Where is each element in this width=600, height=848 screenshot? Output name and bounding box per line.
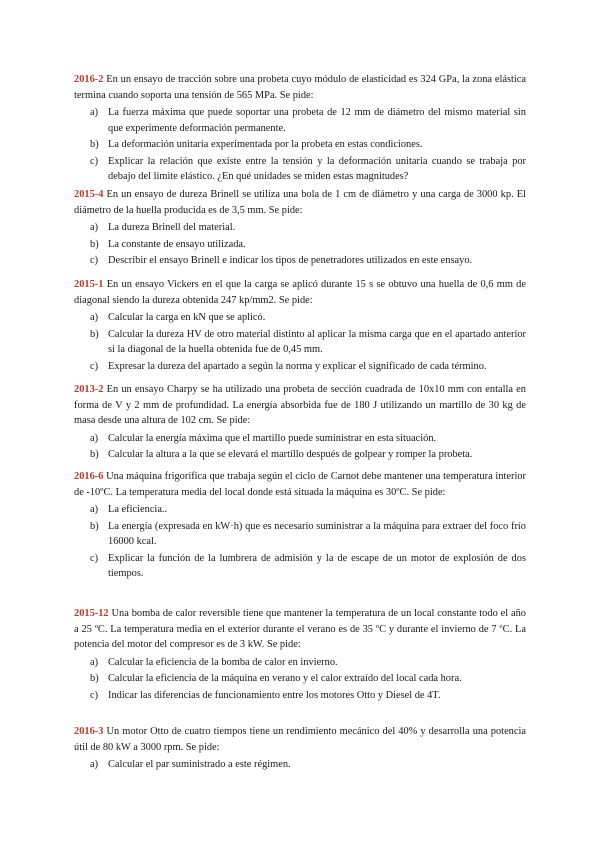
question-item: [74, 327, 526, 358]
question-item: [74, 137, 526, 153]
question-item: [74, 655, 526, 671]
question-list: [74, 310, 526, 374]
question-item: [74, 220, 526, 236]
problem-2016-6: [74, 469, 526, 583]
question-text: Calcular la carga en kN que se aplicó.: [108, 312, 266, 323]
question-list: [74, 105, 526, 185]
question-letter: c): [90, 255, 99, 266]
question-text: La deformación unitaria experimentada por la probeta en estas condiciones.: [108, 139, 423, 150]
question-letter: a): [90, 107, 99, 118]
problem-intro: Una máquina frigorífica que trabaja según el ciclo de Carnot debe mantener una temperatura interior de -10ºC. La temperatura media del local donde está situada la máquina es 30ºC. Se pide:: [74, 471, 526, 498]
problem-2015-12: [74, 606, 526, 704]
question-text: Calcular la energía máxima que el martillo puede suministrar en esta situación.: [108, 432, 437, 444]
question-letter: a): [90, 759, 99, 770]
problem-code: 2016-2: [74, 74, 104, 85]
problem-statement: [74, 187, 526, 218]
question-list: [74, 431, 526, 463]
problem-code: 2016-3: [74, 726, 104, 737]
question-item: [74, 519, 526, 550]
problem-2013-2: [74, 382, 526, 464]
question-text: Calcular la eficiencia de la bomba de calor en invierno.: [108, 656, 338, 668]
question-item: [74, 757, 526, 773]
problem-statement: [74, 469, 526, 500]
question-item: [74, 359, 526, 375]
problem-2016-3: [74, 724, 526, 774]
question-text: Calcular la dureza HV de otro material distinto al aplicar la misma carga que en el apartado anterior si la diagonal de la huella obtenida fue de 0,45 mm.: [108, 328, 526, 355]
problem-2016-2: [74, 72, 526, 186]
problem-intro: Una bomba de calor reversible tiene que mantener la temperatura de un local constante todo el año a 25 ºC. La temperatura media en el exterior durante el verano es de 35 ºC y durante el invierno de 7 ºC. La potencia del motor del compresor es de 3 kW. Se pide:: [74, 608, 526, 650]
question-list: [74, 757, 526, 773]
problem-code: 2015-4: [74, 189, 104, 200]
question-letter: c): [90, 689, 99, 701]
question-item: [74, 310, 526, 326]
problem-intro: En un ensayo Charpy se ha utilizado una probeta de sección cuadrada de 10x10 mm con entalla en forma de V y 2 mm de profundidad. La energía absorbida fue de 180 J utilizando un martillo de 30 kg de masa desde una altura de 102 cm. Se pide:: [74, 384, 526, 426]
question-item: [74, 237, 526, 253]
problem-intro: En un ensayo de tracción sobre una probeta cuyo módulo de elasticidad es 324 GPa, la zona elástica termina cuando soporta una tensión de 565 MPa. Se pide:: [74, 74, 527, 101]
problem-statement: [74, 382, 526, 429]
question-letter: b): [90, 673, 99, 684]
problem-statement: [74, 72, 526, 103]
question-text: La fuerza máxima que puede soportar una probeta de 12 mm de diámetro del mismo material sin que experimente deformación permanente.: [108, 107, 526, 134]
question-letter: c): [90, 552, 99, 564]
question-item: [74, 671, 526, 687]
question-list: [74, 655, 526, 704]
question-letter: a): [90, 504, 99, 515]
problem-code: 2016-6: [74, 471, 104, 482]
question-item: [74, 105, 526, 136]
problem-statement: [74, 606, 526, 653]
question-list: [74, 220, 526, 269]
question-text: La constante de ensayo utilizada.: [108, 238, 246, 250]
question-letter: a): [90, 656, 99, 668]
question-letter: b): [90, 139, 99, 150]
problem-statement: [74, 277, 526, 308]
question-letter: c): [90, 360, 99, 372]
question-letter: b): [90, 449, 99, 460]
question-letter: b): [90, 238, 99, 250]
question-text: Calcular la altura a la que se elevará el martillo después de golpear y romper la probeta.: [108, 449, 473, 460]
question-letter: b): [90, 520, 99, 532]
question-item: [74, 253, 526, 269]
question-letter: a): [90, 312, 99, 323]
question-list: [74, 502, 526, 582]
problem-code: 2013-2: [74, 384, 104, 395]
question-text: La energía (expresada en kW·h) que es necesario suministrar a la máquina para extraer del foco frío 16000 kcal.: [108, 520, 526, 547]
problem-intro: En un ensayo Vickers en el que la carga se aplicó durante 15 s se obtuvo una huella de 0,6 mm de diagonal siendo la dureza obtenida 247 kp/mm2. Se pide:: [74, 279, 526, 306]
question-letter: b): [90, 328, 99, 340]
question-text: Explicar la función de la lumbrera de admisión y la de escape de un motor de explosión de dos tiempos.: [108, 552, 526, 579]
problem-code: 2015-1: [74, 279, 104, 290]
question-letter: c): [90, 155, 99, 167]
problem-2015-1: [74, 277, 526, 375]
question-text: Calcular el par suministrado a este régimen.: [108, 759, 291, 770]
question-text: Calcular la eficiencia de la máquina en verano y el calor extraído del local cada hora.: [108, 673, 462, 684]
question-item: [74, 688, 526, 704]
question-item: [74, 447, 526, 463]
question-item: [74, 154, 526, 185]
question-letter: a): [90, 222, 99, 233]
question-text: La eficiencia..: [108, 504, 168, 515]
question-letter: a): [90, 432, 99, 444]
problem-statement: [74, 724, 526, 755]
question-text: Indicar las diferencias de funcionamiento entre los motores Otto y Diesel de 4T.: [108, 689, 441, 701]
question-text: Describir el ensayo Brinell e indicar los tipos de penetradores utilizados en este ensayo.: [108, 255, 473, 266]
problem-code: 2015-12: [74, 608, 109, 619]
question-text: Expresar la dureza del apartado a según la norma y explicar el significado de cada término.: [108, 360, 487, 372]
problem-intro: En un ensayo de dureza Brinell se utiliza una bola de 1 cm de diámetro y una carga de 3000 kp. El diámetro de la huella producida es de 3,5 mm. Se pide:: [74, 189, 526, 216]
question-item: [74, 502, 526, 518]
problem-2015-4: [74, 187, 526, 270]
question-text: La dureza Brinell del material.: [108, 222, 236, 233]
problem-intro: Un motor Otto de cuatro tiempos tiene un rendimiento mecánico del 40% y desarrolla una potencia útil de 80 kW a 3000 rpm. Se pide:: [74, 726, 526, 753]
question-item: [74, 431, 526, 447]
question-text: Explicar la relación que existe entre la tensión y la deformación unitaria cuando se trabaja por debajo del límite elástico. ¿En qué unidades se miden estas magnitudes?: [108, 155, 526, 182]
question-item: [74, 551, 526, 582]
